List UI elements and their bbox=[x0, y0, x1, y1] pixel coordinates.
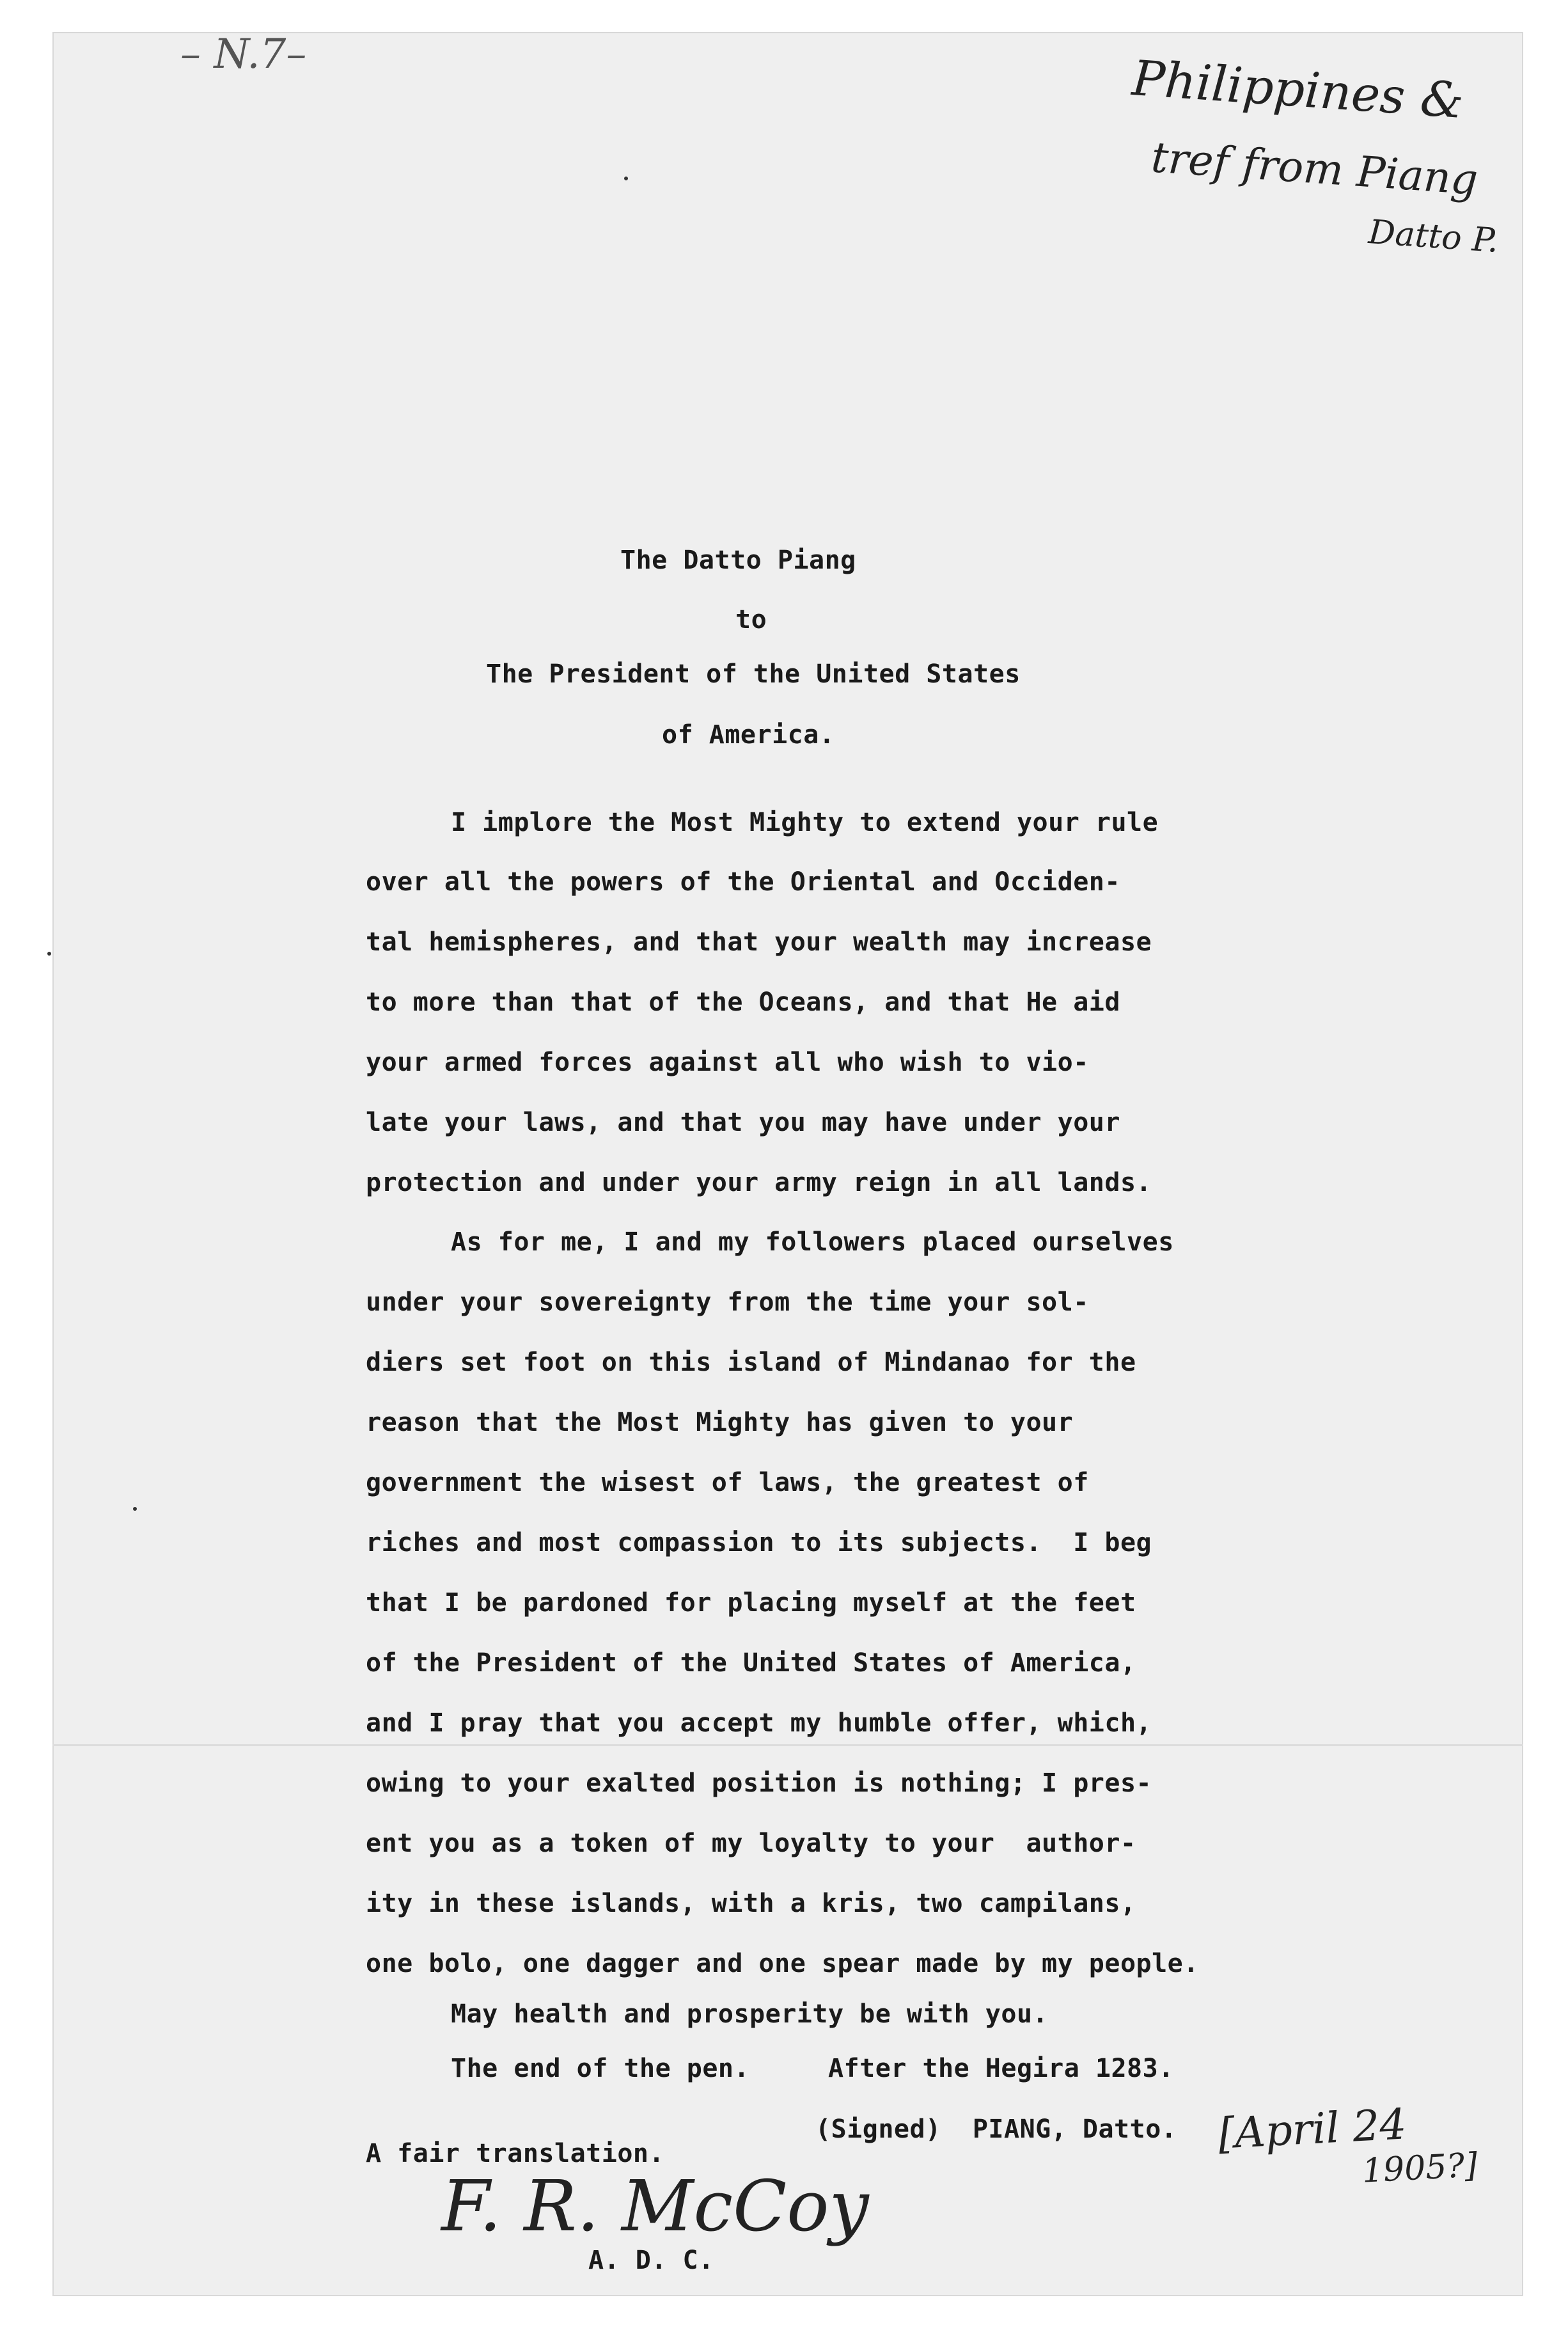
body-line: protection and under your army reign in all lands. bbox=[366, 1168, 1152, 1197]
header-line-1: The Datto Piang bbox=[620, 546, 856, 575]
closing-line: The end of the pen. After the Hegira 1283. bbox=[451, 2054, 1174, 2083]
speck-mark bbox=[133, 1507, 137, 1511]
body-line: I implore the Most Mighty to extend your rule bbox=[451, 808, 1159, 837]
body-line: to more than that of the Oceans, and that He aid bbox=[366, 988, 1120, 1017]
body-line: ity in these islands, with a kris, two campilans, bbox=[366, 1889, 1136, 1918]
body-line: one bolo, one dagger and one spear made by my people. bbox=[366, 1949, 1199, 1978]
signed-line: (Signed) PIANG, Datto. bbox=[815, 2115, 1177, 2144]
translator-signature: F. R. McCoy bbox=[441, 2165, 869, 2247]
top-left-mark: – N.7– bbox=[180, 31, 307, 78]
speck-mark bbox=[47, 952, 51, 956]
body-line: As for me, I and my followers placed ourselves bbox=[451, 1227, 1174, 1257]
translator-title: A. D. C. bbox=[588, 2246, 714, 2275]
fold-line bbox=[52, 1744, 1523, 1746]
speck-mark bbox=[624, 177, 628, 180]
date-note-line2: 1905?] bbox=[1361, 2146, 1478, 2191]
body-line: of the President of the United States of America, bbox=[366, 1648, 1136, 1678]
body-line: owing to your exalted position is nothing; I pres- bbox=[366, 1769, 1152, 1798]
header-line-2: to bbox=[735, 605, 767, 634]
body-line: under your sovereignty from the time your sol- bbox=[366, 1288, 1089, 1317]
body-line: over all the powers of the Oriental and Occiden- bbox=[366, 867, 1120, 897]
body-line: diers set foot on this island of Mindanao for the bbox=[366, 1348, 1136, 1377]
body-line: and I pray that you accept my humble offer, which, bbox=[366, 1708, 1152, 1738]
annotation-top-right-line3: Datto P. bbox=[1367, 212, 1500, 261]
body-line: riches and most compassion to its subjects. I beg bbox=[366, 1528, 1152, 1557]
body-line: tal hemispheres, and that your wealth may increase bbox=[366, 927, 1152, 957]
body-line: that I be pardoned for placing myself at the feet bbox=[366, 1588, 1136, 1618]
body-line: late your laws, and that you may have under your bbox=[366, 1108, 1120, 1137]
translation-note: A fair translation. bbox=[366, 2139, 665, 2168]
annotation-top-right-line2: tref from Piang bbox=[1149, 132, 1480, 205]
body-line: your armed forces against all who wish to vio- bbox=[366, 1048, 1089, 1077]
header-line-4: of America. bbox=[662, 720, 835, 750]
closing-line: May health and prosperity be with you. bbox=[451, 1999, 1049, 2029]
body-line: reason that the Most Mighty has given to your bbox=[366, 1408, 1074, 1437]
body-line: ent you as a token of my loyalty to your author- bbox=[366, 1829, 1136, 1858]
date-note-line1: [April 24 bbox=[1217, 2099, 1408, 2159]
header-line-3: The President of the United States bbox=[486, 659, 1021, 689]
annotation-top-right-line1: Philippines & bbox=[1130, 49, 1466, 130]
body-line: government the wisest of laws, the greatest of bbox=[366, 1468, 1089, 1497]
